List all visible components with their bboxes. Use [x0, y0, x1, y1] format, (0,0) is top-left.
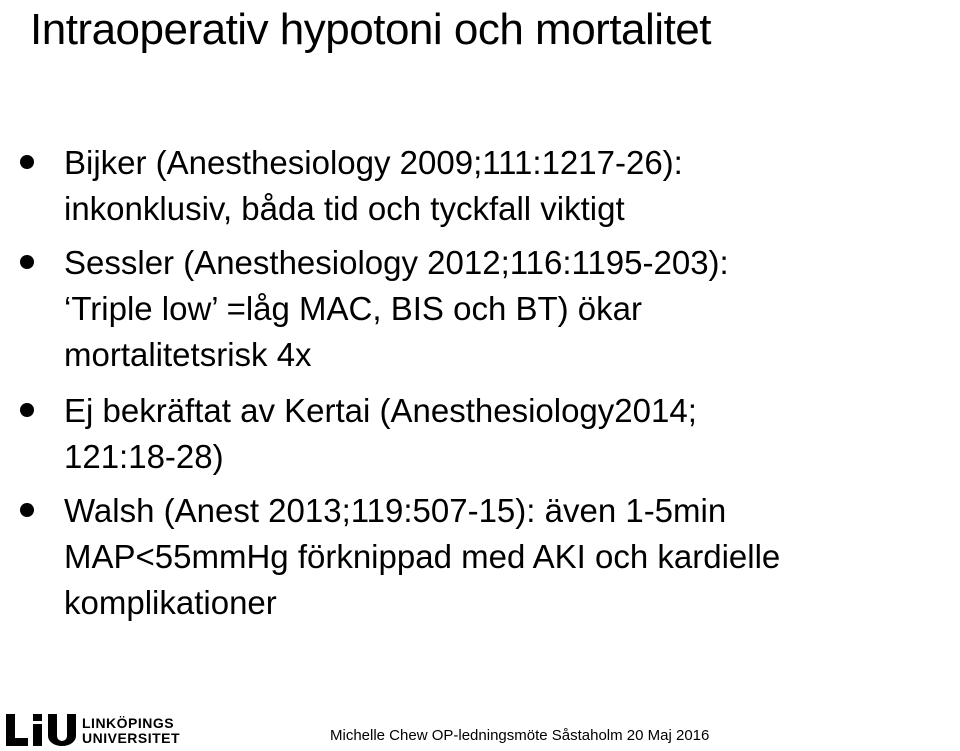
bullet-line: Walsh (Anest 2013;119:507-15): även 1-5min [64, 492, 727, 529]
bullet-icon [20, 503, 34, 517]
bullet-line: Sessler (Anesthesiology 2012;116:1195-203): [64, 244, 729, 281]
bullet-icon [20, 155, 34, 169]
bullet-line: Bijker (Anesthesiology 2009;111:1217-26): [64, 144, 683, 181]
logo-line-2: UNIVERSITET [82, 730, 181, 746]
bullet-line: ‘Triple low’ =låg MAC, BIS och BT) ökar [64, 290, 642, 327]
bullet-item [0, 140, 960, 232]
logo-line-1: LINKÖPINGS [82, 715, 175, 731]
bullet-item [0, 388, 960, 480]
bullet-line: inkonklusiv, båda tid och tyckfall viktigt [64, 190, 625, 227]
bullet-line: Ej bekräftat av Kertai (Anesthesiology2014; [64, 392, 697, 429]
logo-text [82, 716, 180, 746]
bullet-item [0, 240, 960, 378]
bullet-icon [20, 255, 34, 269]
slide-title: Intraoperativ hypotoni och mortalitet [30, 5, 711, 54]
bullet-line: mortalitetsrisk 4x [64, 336, 312, 373]
bullet-line: 121:18-28) [64, 438, 224, 475]
bullet-icon [20, 403, 34, 417]
bullet-list [0, 140, 960, 634]
bullet-line: MAP<55mmHg förknippad med AKI och kardielle [64, 538, 781, 575]
footer-text: Michelle Chew OP-ledningsmöte Såstaholm 20 Maj 2016 [330, 727, 710, 744]
bullet-item [0, 488, 960, 626]
bullet-line: komplikationer [64, 584, 277, 621]
